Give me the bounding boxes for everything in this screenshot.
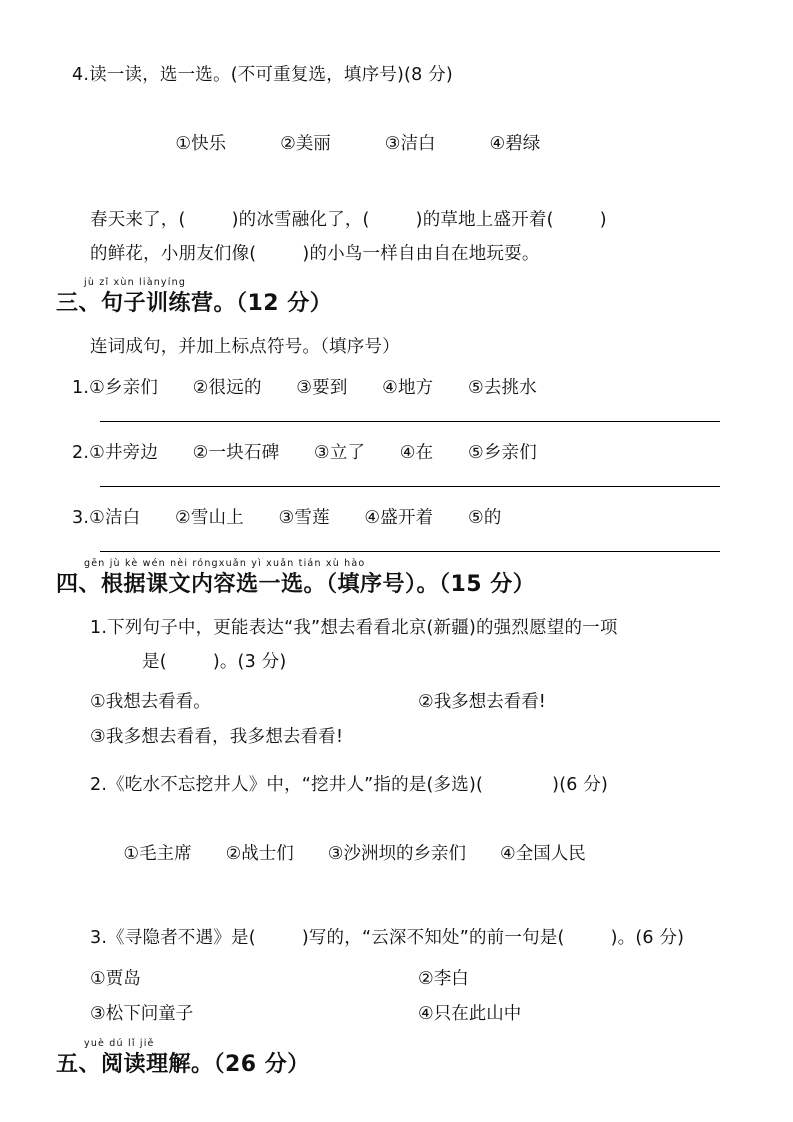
section4-q3-options-row2 (56, 997, 746, 1032)
section4-q2-option-2: ②战士们 (225, 844, 294, 865)
section3-heading (56, 277, 746, 320)
section4-q1-line2: 是( )。(3 分) (142, 652, 287, 672)
answer-rule-2 (100, 486, 720, 487)
section4-q2-option-3: ③沙洲坝的乡亲们 (327, 844, 466, 865)
answer-rule-3 (100, 551, 720, 552)
section4-q1-option-a: ①我想去看看。 (90, 692, 211, 713)
section4-q3-option-b: ②李白 (418, 968, 469, 989)
exercise4-option-4: ④碧绿 (489, 134, 541, 155)
section4-q1-line1: 1.下列句子中，更能表达“我”想去看看北京(新疆)的强烈愿望的一项 (90, 617, 618, 638)
exercise4-option-1: ①快乐 (175, 134, 227, 155)
section5-title: 五、阅读理解。（26 分） (56, 1051, 310, 1077)
section4-q3-line: 3.《寻隐者不遇》是( )写的，“云深不知处”的前一句是( )。(6 分) (90, 928, 685, 949)
exercise4-option-3: ③洁白 (384, 134, 436, 155)
section3-instruction: 连词成句，并加上标点符号。（填序号） (90, 337, 400, 358)
worksheet-content (56, 58, 746, 1083)
section4-q3-option-d: ④只在此山中 (418, 1003, 522, 1024)
section4-q3-options-row1 (56, 962, 746, 997)
section3-item-1: 1.①乡亲们 ②很远的 ③要到 ④地方 ⑤去挑水 (72, 377, 537, 398)
answer-rule-1 (100, 421, 720, 422)
section4-title: 四、根据课文内容选一选。（填序号）。（15 分） (56, 571, 536, 597)
exercise4-option-2: ②美丽 (280, 134, 331, 155)
section4-q1-option-c: ③我多想去看看，我多想去看看! (90, 727, 344, 748)
section4-q2-options (56, 802, 746, 907)
section4-q2-line: 2.《吃水不忘挖井人》中，“挖井人”指的是(多选)( )(6 分) (90, 775, 609, 796)
section5-heading (56, 1037, 746, 1081)
section4-pinyin: gēn jù kè wén nèi róngxuǎn yì xuǎn tián xù hào (84, 557, 366, 569)
exercise4-text-line2: 的鲜花，小朋友们像( )的小鸟一样自由自在地玩耍。 (90, 244, 540, 265)
section4-q3-option-c: ③松下问童子 (90, 1003, 194, 1024)
section4-q2-option-1: ①毛主席 (123, 844, 192, 865)
section3-pinyin: jù zǐ xùn liànyíng (84, 277, 187, 289)
section4-q2-option-4: ④全国人民 (500, 844, 586, 865)
exercise4-text-line1: 春天来了，( )的冰雪融化了，( )的草地上盛开着( ) (90, 210, 607, 231)
exercise4-title: 4.读一读，选一选。(不可重复选，填序号)(8 分) (72, 65, 453, 85)
section3-title: 三、句子训练营。（12 分） (56, 291, 333, 317)
section4-q1-options-row (56, 685, 746, 720)
section3-item-2: 2.①井旁边 ②一块石碑 ③立了 ④在 ⑤乡亲们 (72, 442, 537, 463)
section4-heading (56, 557, 746, 601)
exercise4-options (56, 92, 746, 197)
section5-pinyin: yuè dú lǐ jiě (84, 1037, 155, 1049)
section4-q3-option-a: ①贾岛 (90, 968, 141, 989)
section4-q1-option-b: ②我多想去看看! (418, 692, 546, 713)
section3-item-3: 3.①洁白 ②雪山上 ③雪莲 ④盛开着 ⑤的 (72, 507, 502, 528)
